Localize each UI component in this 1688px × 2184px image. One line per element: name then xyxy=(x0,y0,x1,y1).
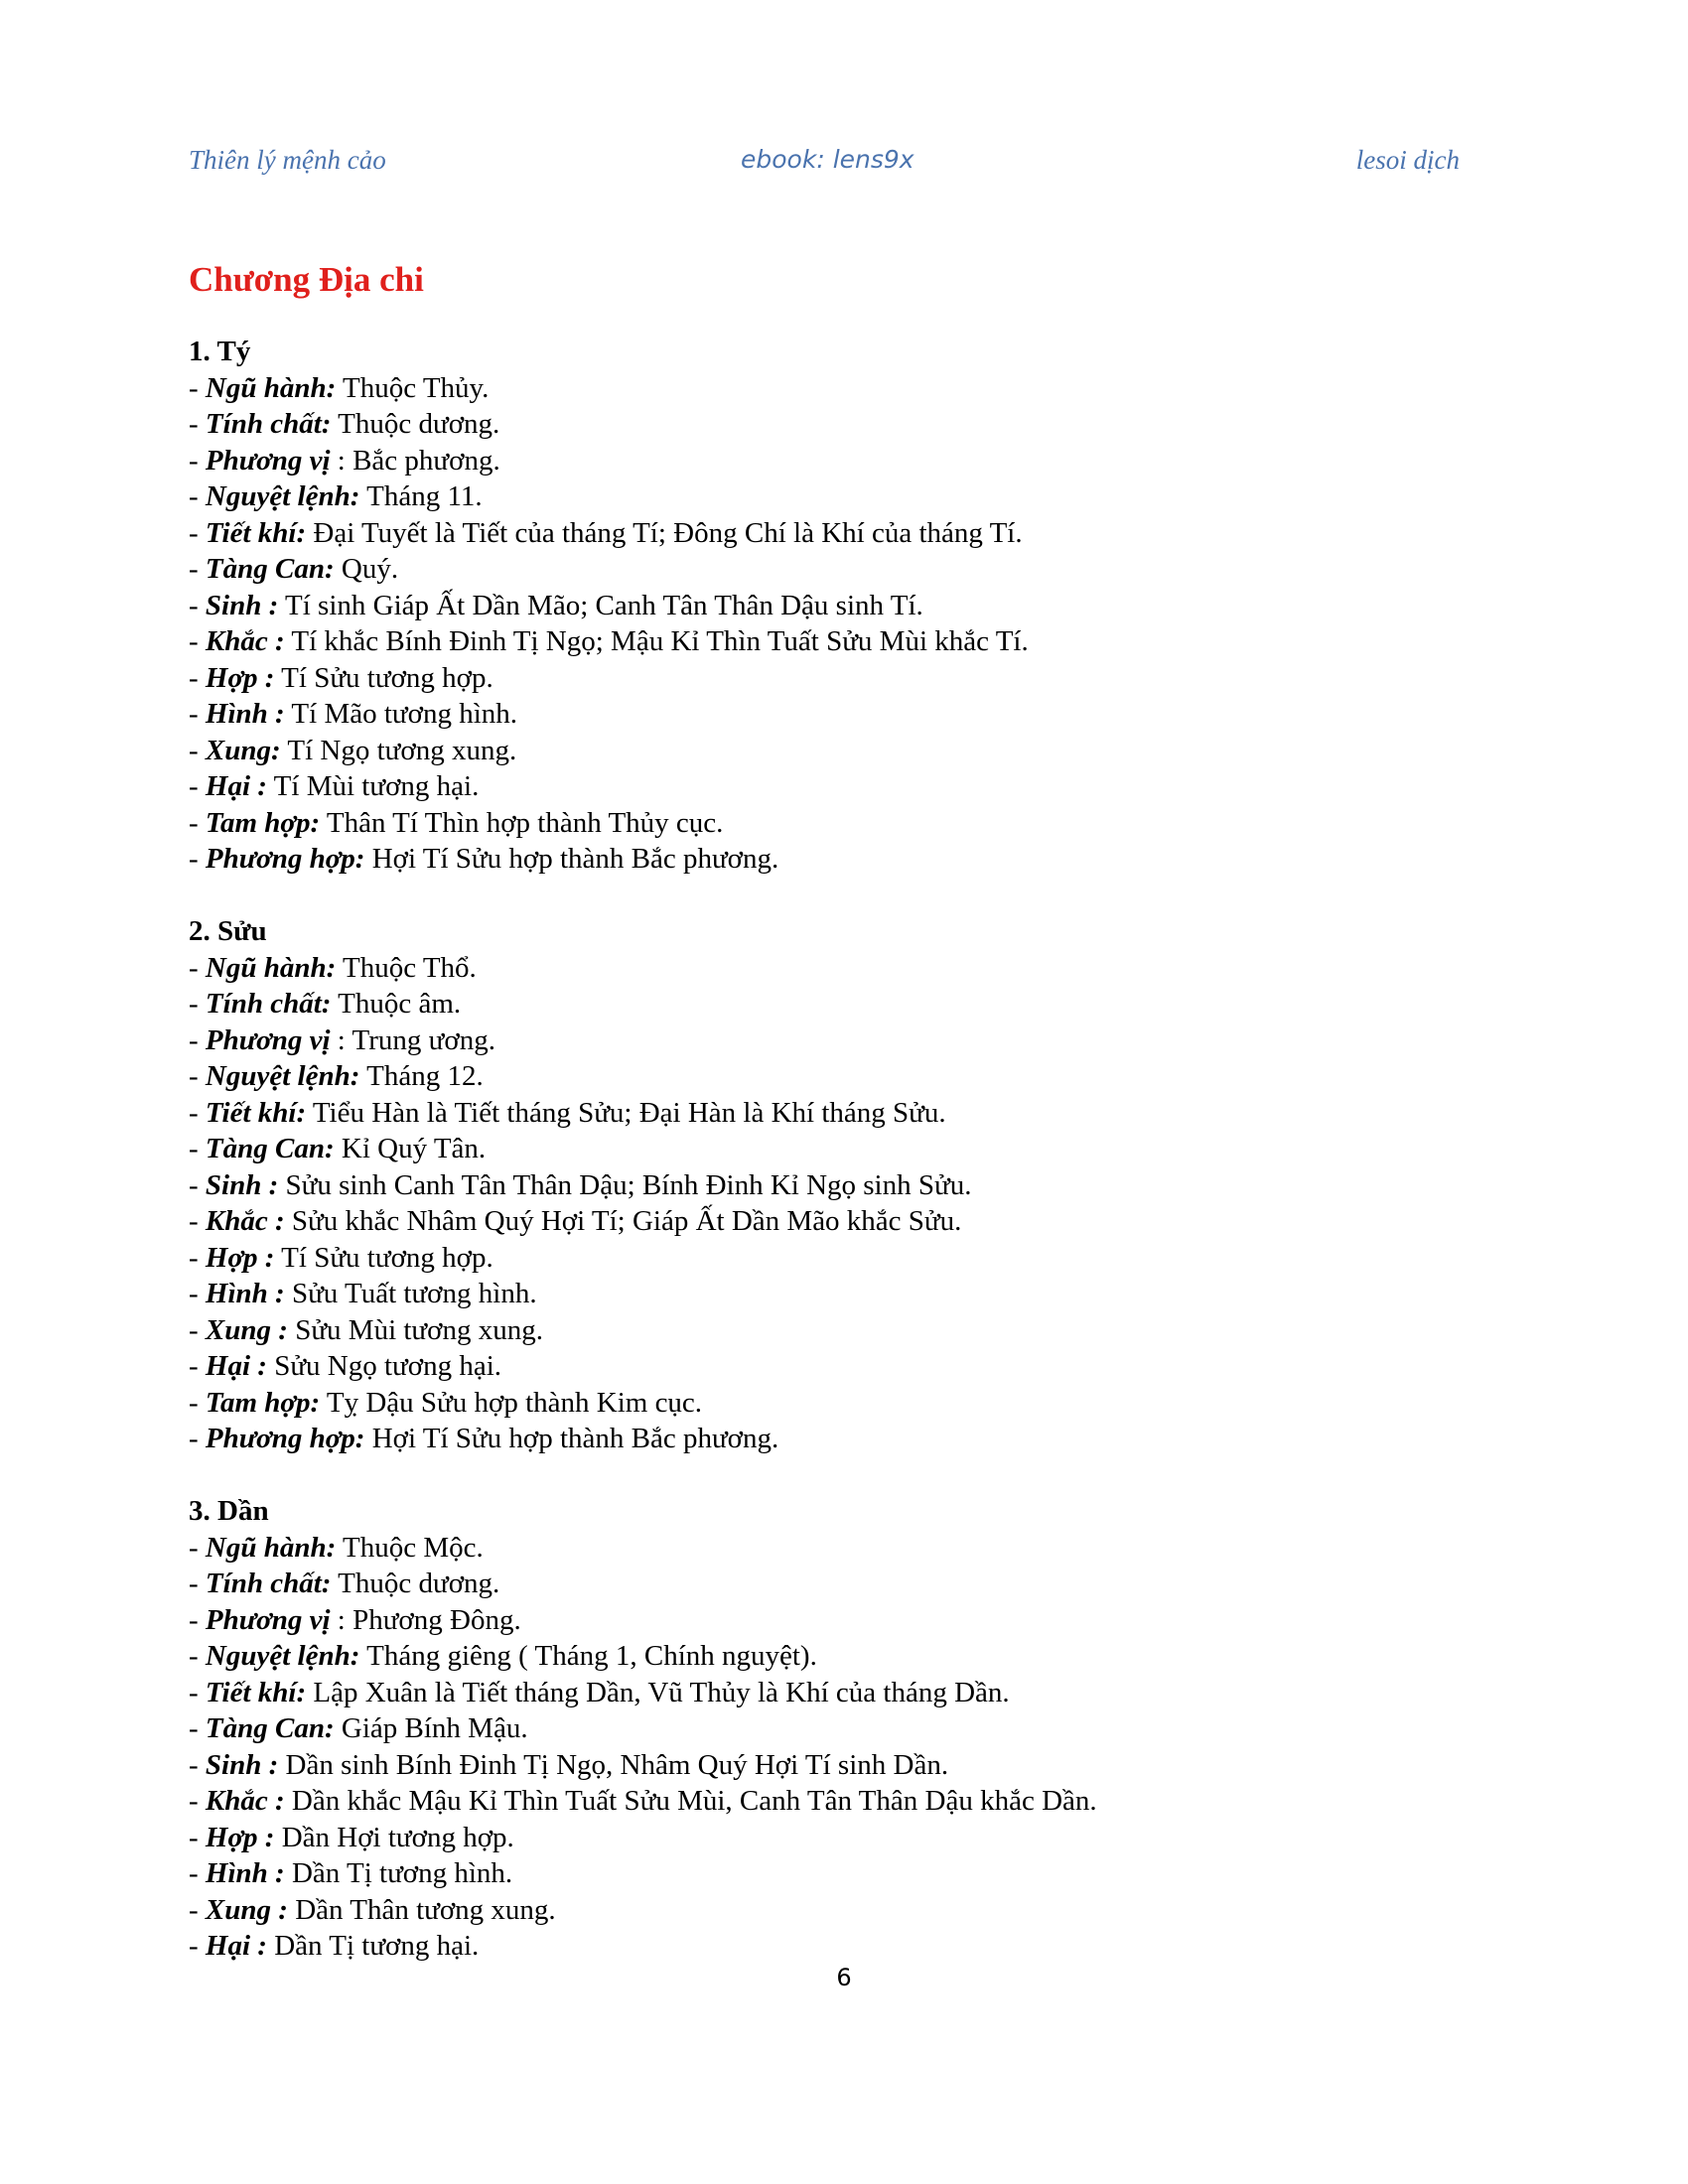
attribute-row xyxy=(189,623,1479,660)
attribute-row xyxy=(189,1203,1479,1240)
attribute-row xyxy=(189,370,1479,407)
attribute-label: Ngũ hành: xyxy=(205,371,337,404)
attribute-value: Giáp Bính Mậu. xyxy=(334,1712,528,1744)
list-dash: - xyxy=(189,371,206,404)
section-title: 2. Sửu xyxy=(189,915,267,947)
attribute-label: Phương vị xyxy=(205,1024,331,1056)
attribute-row xyxy=(189,1530,1479,1567)
list-dash: - xyxy=(189,698,206,730)
attribute-label: Hợp : xyxy=(205,1821,275,1853)
attribute-value: Tháng giêng ( Tháng 1, Chính nguyệt). xyxy=(359,1640,817,1672)
attribute-value: : Bắc phương. xyxy=(330,444,500,477)
attribute-value: Dần sinh Bính Đinh Tị Ngọ, Nhâm Quý Hợi Tí sinh Dần. xyxy=(278,1748,949,1781)
attribute-value: Tháng 12. xyxy=(359,1060,484,1092)
attribute-value: : Phương Đông. xyxy=(330,1603,521,1636)
attribute-row xyxy=(189,1783,1479,1820)
attribute-value: Tí Mùi tương hại. xyxy=(266,770,480,802)
attribute-row xyxy=(189,1421,1479,1457)
attribute-row xyxy=(189,588,1479,624)
attribute-row xyxy=(189,1023,1479,1059)
attribute-label: Hình : xyxy=(205,1857,285,1889)
attribute-value: Sửu Tuất tương hình. xyxy=(284,1278,537,1309)
attribute-label: Xung : xyxy=(205,1893,288,1926)
attribute-row xyxy=(189,1675,1479,1711)
attribute-row xyxy=(189,1095,1479,1132)
list-dash: - xyxy=(189,1060,206,1092)
list-dash: - xyxy=(189,1930,206,1962)
attribute-row xyxy=(189,1348,1479,1385)
list-dash: - xyxy=(189,734,206,766)
section-title: 1. Tý xyxy=(189,336,251,367)
attribute-value: Tiểu Hàn là Tiết tháng Sửu; Đại Hàn là Khí tháng Sửu. xyxy=(306,1096,946,1129)
list-dash: - xyxy=(189,1024,206,1056)
attribute-row xyxy=(189,443,1479,479)
attribute-label: Nguyệt lệnh: xyxy=(205,1640,360,1672)
list-dash: - xyxy=(189,480,206,512)
attribute-value: Sửu khắc Nhâm Quý Hợi Tí; Giáp Ất Dần Mão khắc Sửu. xyxy=(284,1205,962,1237)
list-dash: - xyxy=(189,1676,206,1708)
list-dash: - xyxy=(189,1133,206,1164)
list-dash: - xyxy=(189,553,206,585)
attribute-row xyxy=(189,1276,1479,1312)
list-dash: - xyxy=(189,770,206,802)
attribute-row xyxy=(189,1131,1479,1167)
list-dash: - xyxy=(189,1241,206,1274)
attribute-label: Xung: xyxy=(205,734,281,766)
attribute-value: Tí Ngọ tương xung. xyxy=(280,734,517,766)
list-dash: - xyxy=(189,1531,206,1564)
attribute-value: Hợi Tí Sửu hợp thành Bắc phương. xyxy=(364,843,779,875)
attribute-label: Tiết khí: xyxy=(205,516,307,549)
section-title: 3. Dần xyxy=(189,1495,269,1527)
attribute-value: Kỉ Quý Tân. xyxy=(334,1133,487,1164)
attribute-row xyxy=(189,551,1479,588)
attribute-label: Tam hợp: xyxy=(205,806,321,839)
attribute-label: Hình : xyxy=(205,1278,285,1309)
list-dash: - xyxy=(189,1350,206,1382)
attribute-label: Hại : xyxy=(205,770,267,802)
list-dash: - xyxy=(189,408,206,440)
attribute-value: Thuộc Mộc. xyxy=(336,1531,484,1564)
page-header xyxy=(189,145,1460,185)
attribute-row xyxy=(189,1855,1479,1892)
attribute-row xyxy=(189,986,1479,1023)
attribute-label: Ngũ hành: xyxy=(205,951,337,984)
attribute-row xyxy=(189,1820,1479,1856)
attribute-value: Thân Tí Thìn hợp thành Thủy cục. xyxy=(320,806,724,839)
header-book-title: Thiên lý mệnh cảo xyxy=(189,145,386,175)
attribute-label: Hợp : xyxy=(205,1241,275,1274)
attribute-value: Thuộc Thủy. xyxy=(336,371,490,404)
list-dash: - xyxy=(189,1785,206,1817)
attribute-label: Phương vị xyxy=(205,444,331,477)
attribute-row xyxy=(189,696,1479,733)
attribute-row xyxy=(189,733,1479,769)
attribute-value: Thuộc âm. xyxy=(331,988,462,1020)
attribute-value: Dần Tị tương hình. xyxy=(284,1857,513,1889)
list-dash: - xyxy=(189,1386,206,1419)
attribute-row xyxy=(189,768,1479,805)
attribute-value: Thuộc Thổ. xyxy=(336,951,477,984)
attribute-value: Tí Sửu tương hợp. xyxy=(274,661,493,694)
list-dash: - xyxy=(189,988,206,1020)
attribute-row xyxy=(189,1928,1479,1965)
list-dash: - xyxy=(189,1568,206,1599)
list-dash: - xyxy=(189,1423,206,1454)
attribute-value: Tỵ Dậu Sửu hợp thành Kim cục. xyxy=(320,1386,703,1419)
attribute-row xyxy=(189,1167,1479,1204)
attribute-label: Xung : xyxy=(205,1313,288,1346)
list-dash: - xyxy=(189,843,206,875)
attribute-row xyxy=(189,660,1479,697)
attribute-value: Tháng 11. xyxy=(359,480,483,512)
list-dash: - xyxy=(189,806,206,839)
attribute-label: Tính chất: xyxy=(205,988,332,1020)
attribute-value: Dần Hợi tương hợp. xyxy=(274,1821,514,1853)
attribute-label: Tiết khí: xyxy=(205,1676,307,1708)
attribute-row xyxy=(189,1240,1479,1277)
attribute-label: Tàng Can: xyxy=(205,1712,335,1744)
attribute-label: Tàng Can: xyxy=(205,1133,335,1164)
attribute-value: Tí khắc Bính Đinh Tị Ngọ; Mậu Kỉ Thìn Tuất Sửu Mùi khắc Tí. xyxy=(284,625,1029,657)
list-dash: - xyxy=(189,1712,206,1744)
attribute-label: Tàng Can: xyxy=(205,553,335,585)
header-translator: lesoi dịch xyxy=(1355,145,1460,175)
attribute-label: Nguyệt lệnh: xyxy=(205,480,360,512)
attribute-label: Ngũ hành: xyxy=(205,1531,337,1564)
attribute-label: Hình : xyxy=(205,698,285,730)
attribute-label: Tiết khí: xyxy=(205,1096,307,1129)
list-dash: - xyxy=(189,661,206,694)
attribute-label: Tam hợp: xyxy=(205,1386,321,1419)
attribute-label: Phương hợp: xyxy=(205,1423,365,1454)
attribute-row xyxy=(189,1058,1479,1095)
list-dash: - xyxy=(189,1096,206,1129)
document-body xyxy=(189,334,1479,1965)
attribute-row xyxy=(189,1312,1479,1349)
attribute-row xyxy=(189,841,1479,878)
list-dash: - xyxy=(189,1168,206,1201)
attribute-row xyxy=(189,950,1479,987)
attribute-row xyxy=(189,1638,1479,1675)
attribute-label: Tính chất: xyxy=(205,408,332,440)
attribute-value: Dần Tị tương hại. xyxy=(266,1930,480,1962)
attribute-value: Tí Mão tương hình. xyxy=(284,698,518,730)
list-dash: - xyxy=(189,1748,206,1781)
chapter-title: Chương Địa chi xyxy=(189,260,424,299)
attribute-label: Hại : xyxy=(205,1930,267,1962)
list-dash: - xyxy=(189,1857,206,1889)
list-dash: - xyxy=(189,1893,206,1926)
attribute-row xyxy=(189,478,1479,515)
attribute-value: Sửu Ngọ tương hại. xyxy=(266,1350,502,1382)
attribute-label: Khắc : xyxy=(205,1205,285,1237)
attribute-row xyxy=(189,515,1479,552)
attribute-row xyxy=(189,1566,1479,1602)
list-dash: - xyxy=(189,1640,206,1672)
attribute-label: Hợp : xyxy=(205,661,275,694)
section xyxy=(189,913,1479,1457)
list-dash: - xyxy=(189,1278,206,1309)
list-dash: - xyxy=(189,1603,206,1636)
attribute-label: Phương hợp: xyxy=(205,843,365,875)
attribute-label: Sinh : xyxy=(205,1748,279,1781)
attribute-row xyxy=(189,1602,1479,1639)
attribute-value: Dần Thân tương xung. xyxy=(287,1893,556,1926)
attribute-value: Đại Tuyết là Tiết của tháng Tí; Đông Chí là Khí của tháng Tí. xyxy=(306,516,1023,549)
attribute-label: Sinh : xyxy=(205,589,279,621)
attribute-label: Khắc : xyxy=(205,625,285,657)
attribute-row xyxy=(189,1710,1479,1747)
list-dash: - xyxy=(189,951,206,984)
attribute-value: Hợi Tí Sửu hợp thành Bắc phương. xyxy=(364,1423,779,1454)
attribute-row xyxy=(189,406,1479,443)
attribute-value: Sửu Mùi tương xung. xyxy=(287,1313,543,1346)
header-ebook-credit: ebook: lens9x xyxy=(741,145,914,174)
list-dash: - xyxy=(189,1205,206,1237)
section xyxy=(189,334,1479,878)
attribute-value: Thuộc dương. xyxy=(331,1568,500,1599)
list-dash: - xyxy=(189,1821,206,1853)
attribute-label: Nguyệt lệnh: xyxy=(205,1060,360,1092)
list-dash: - xyxy=(189,1313,206,1346)
list-dash: - xyxy=(189,444,206,477)
section xyxy=(189,1493,1479,1965)
page-number: 6 xyxy=(836,1964,852,1991)
list-dash: - xyxy=(189,589,206,621)
attribute-label: Sinh : xyxy=(205,1168,279,1201)
attribute-value: Thuộc dương. xyxy=(331,408,500,440)
attribute-value: Quý. xyxy=(334,553,399,585)
attribute-value: Tí Sửu tương hợp. xyxy=(274,1241,493,1274)
attribute-row xyxy=(189,1385,1479,1422)
attribute-value: Sửu sinh Canh Tân Thân Dậu; Bính Đinh Kỉ Ngọ sinh Sửu. xyxy=(278,1168,972,1201)
attribute-value: Lập Xuân là Tiết tháng Dần, Vũ Thủy là Khí của tháng Dần. xyxy=(306,1676,1010,1708)
attribute-row xyxy=(189,805,1479,842)
attribute-label: Khắc : xyxy=(205,1785,285,1817)
attribute-value: Tí sinh Giáp Ất Dần Mão; Canh Tân Thân Dậu sinh Tí. xyxy=(278,589,923,621)
list-dash: - xyxy=(189,625,206,657)
attribute-value: : Trung ương. xyxy=(330,1024,495,1056)
attribute-label: Phương vị xyxy=(205,1603,331,1636)
attribute-value: Dần khắc Mậu Kỉ Thìn Tuất Sửu Mùi, Canh Tân Thân Dậu khắc Dần. xyxy=(284,1785,1097,1817)
attribute-label: Tính chất: xyxy=(205,1568,332,1599)
attribute-row xyxy=(189,1747,1479,1784)
list-dash: - xyxy=(189,516,206,549)
attribute-row xyxy=(189,1892,1479,1929)
attribute-label: Hại : xyxy=(205,1350,267,1382)
